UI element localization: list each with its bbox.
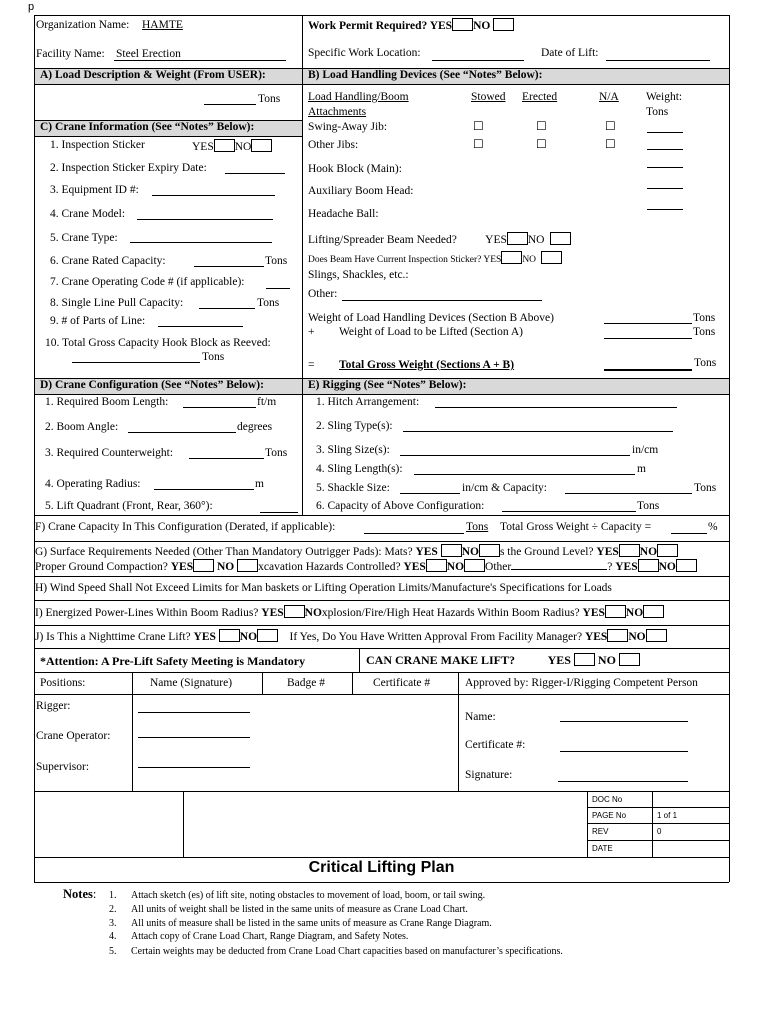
docblock-col-1 (183, 791, 184, 857)
g-level-yes-label: YES (596, 546, 619, 558)
e-item-5-unit: Tons (694, 482, 717, 494)
note-4-num: 4. (109, 931, 117, 942)
section-b-title: B) Load Handling Devices (See “Notes” Below): (308, 69, 543, 81)
g-mats-no-box[interactable] (479, 544, 500, 557)
can-lift-no-box[interactable] (619, 653, 640, 666)
e-item-2-field[interactable] (403, 431, 673, 432)
section-g-line-2 (35, 559, 697, 573)
signoff-col-2 (262, 672, 263, 694)
beam-no-label: NO (527, 234, 545, 246)
weight-load-unit: Tons (693, 326, 716, 338)
rule-g-top (34, 541, 729, 542)
location-field[interactable] (432, 60, 524, 61)
col-na: N/A (599, 91, 619, 103)
i-powerlines-label: I) Energized Power-Lines Within Boom Radius? (35, 607, 259, 619)
j-night-yes-box[interactable] (219, 629, 240, 642)
d-item-1-field[interactable] (183, 407, 256, 408)
col-positions: Positions: (40, 677, 86, 689)
i-hazards-no-box[interactable] (643, 605, 664, 618)
swing-jib-na-checkbox[interactable]: ☐ (605, 119, 616, 133)
load-weight-unit: Tons (258, 93, 281, 105)
c-item-9-field[interactable] (158, 326, 243, 327)
j-night-label: J) Is This a Nighttime Crane Lift? (35, 631, 191, 643)
section-f-percent: % (708, 521, 718, 533)
c-item-10-unit: Tons (202, 351, 225, 363)
j-night-no-label: NO (239, 631, 258, 643)
rule-signoff-bottom (34, 791, 729, 792)
c-item-6-unit: Tons (265, 255, 288, 267)
rule-d-bottom (34, 394, 729, 395)
weight-devices-field[interactable] (604, 323, 692, 324)
section-f-text: F) Crane Capacity In This Configuration (Derated, if applicable): (35, 521, 336, 533)
signoff-col-3 (352, 672, 353, 694)
c-item-8-field[interactable] (199, 308, 255, 309)
c-sticker-yn (192, 139, 272, 153)
row-headache-ball: Headache Ball: (308, 208, 379, 220)
d-item-2-label: 2. Boom Angle: (45, 421, 119, 433)
d-item-4-field[interactable] (154, 489, 254, 490)
approver-cert-label: Certificate #: (465, 739, 526, 751)
rule-attention-top (34, 648, 729, 649)
d-item-3-field[interactable] (189, 458, 264, 459)
c-item-6-label: 6. Crane Rated Capacity: (50, 255, 166, 267)
col-certificate: Certificate # (373, 677, 431, 689)
signoff-col-1 (132, 672, 133, 791)
beam-yes-label: YES (485, 234, 507, 246)
rule-c-bottom (34, 136, 302, 137)
note-3-text: All units of measure shall be listed in the same units of measure as Crane Range Diagram. (131, 918, 492, 929)
e-item-5-label: 5. Shackle Size: (316, 482, 390, 494)
e-item-1-label: 1. Hitch Arrangement: (316, 396, 420, 408)
c-item-5-field[interactable] (130, 242, 272, 243)
e-item-5-capacity-label: in/cm & Capacity: (462, 482, 547, 494)
role-rigger: Rigger: (36, 700, 71, 712)
e-item-2-label: 2. Sling Type(s): (316, 420, 393, 432)
g-excavation-yes-box[interactable] (426, 559, 447, 572)
c-item-6-field[interactable] (194, 266, 264, 267)
frame-right (729, 15, 730, 882)
e-item-1-field[interactable] (435, 407, 677, 408)
g-ground-level-label: s the Ground Level? (499, 546, 594, 558)
load-weight-field[interactable] (204, 104, 256, 105)
c-item-3-label: 3. Equipment ID #: (50, 184, 139, 196)
beam-sticker-label: Does Beam Have Current Inspection Sticker? (308, 255, 482, 265)
g-level-no-label: NO (639, 546, 658, 558)
docblock-row-3 (587, 840, 729, 841)
g-other-yes-label: YES (615, 561, 638, 573)
section-a-title: A) Load Description & Weight (From USER): (40, 69, 266, 81)
other-jibs-erected-checkbox[interactable]: ☐ (536, 137, 547, 151)
c-item-7-label: 7. Crane Operating Code # (if applicable): (50, 276, 245, 288)
beam-sticker (308, 251, 562, 265)
rule-a-bottom (34, 84, 729, 85)
permit-no-label: NO (473, 20, 491, 32)
rule-signoff-header (34, 694, 729, 695)
facility-value[interactable]: Steel Erection (116, 48, 181, 60)
e-item-4-field[interactable] (414, 474, 635, 475)
rule-h-top (34, 576, 729, 577)
c-sticker-yes-label: YES (192, 141, 214, 153)
section-f-capacity-field[interactable] (364, 533, 464, 534)
sticker-yes-box[interactable] (501, 251, 522, 264)
approver-signature-label: Signature: (465, 769, 513, 781)
beam-needed-label: Lifting/Spreader Beam Needed? (308, 234, 457, 246)
permit-yes-box[interactable] (452, 18, 473, 31)
g-other-yes-box[interactable] (638, 559, 659, 572)
j-approval-yes-label: YES (584, 631, 608, 643)
e-item-3-label: 3. Sling Size(s): (316, 444, 390, 456)
g-compaction-no-box[interactable] (237, 559, 258, 572)
frame-bottom (34, 882, 729, 883)
c-sticker-no-label: NO (234, 141, 252, 153)
equals-sign: = (308, 359, 315, 371)
page-no-label: PAGE No (592, 811, 627, 820)
approver-name-field[interactable] (560, 721, 688, 722)
g-mats-yes-box[interactable] (441, 544, 462, 557)
rule-i-top (34, 600, 729, 601)
note-1-num: 1. (109, 890, 117, 901)
g-level-no-box[interactable] (657, 544, 678, 557)
g-excavation-yes-label: YES (403, 561, 426, 573)
e-item-5-size-field[interactable] (400, 493, 460, 494)
c-item-10-field[interactable] (72, 362, 200, 363)
beam-no-box[interactable] (550, 232, 571, 245)
c-item-2-field[interactable] (225, 173, 285, 174)
c-sticker-yes-box[interactable] (214, 139, 235, 152)
docblock-col-2 (587, 791, 588, 857)
section-h-text: H) Wind Speed Shall Not Exceed Limits for Man baskets or Lifting Operation Limits/Manufacture's Specifications for Loads (35, 582, 612, 594)
date-field[interactable] (606, 60, 710, 61)
docblock-row-1 (587, 807, 729, 808)
permit-yes-label: YES (429, 20, 453, 32)
beam-needed (308, 232, 571, 246)
section-i (35, 605, 664, 619)
g-excavation-no-box[interactable] (464, 559, 485, 572)
approver-name-label: Name: (465, 711, 496, 723)
docblock-row-2 (587, 823, 729, 824)
note-5-text: Certain weights may be deducted from Crane Load Chart capacities based on manufacturer’s specifications. (131, 946, 563, 957)
section-f-tons: Tons (466, 521, 489, 533)
j-night-yes-label: YES (193, 631, 216, 643)
d-item-5-label: 5. Lift Quadrant (Front, Rear, 360°): (45, 500, 213, 512)
org-label: Organization Name: (36, 19, 130, 31)
can-lift-no-label: NO (597, 653, 616, 667)
g-other-no-label: NO (658, 561, 676, 573)
location-label: Specific Work Location: (308, 47, 421, 59)
g-level-yes-box[interactable] (619, 544, 640, 557)
section-f-ratio-label: Total Gross Weight ÷ Capacity = (500, 521, 652, 533)
g-excavation-label: xcavation Hazards Controlled? (258, 561, 401, 573)
d-item-1-unit: ft/m (257, 396, 277, 408)
col-weight-1: Weight: (646, 91, 683, 103)
row-aux-boom: Auxiliary Boom Head: (308, 185, 414, 197)
hook-block-weight-field[interactable] (647, 167, 683, 168)
g-compaction-label: Proper Ground Compaction? (35, 561, 168, 573)
c-item-1-label: 1. Inspection Sticker (50, 139, 145, 151)
facility-label: Facility Name: (36, 48, 105, 60)
col-attach-1: Load Handling/Boom (308, 91, 409, 103)
c-item-4-field[interactable] (137, 219, 273, 220)
c-item-8-unit: Tons (257, 297, 280, 309)
other-field[interactable] (342, 300, 542, 301)
org-value[interactable]: HAMTE (142, 19, 183, 31)
j-approval-no-box[interactable] (646, 629, 667, 642)
e-item-5-capacity-field[interactable] (565, 493, 692, 494)
rev-label: REV (592, 827, 609, 836)
g-compaction-yes-label: YES (170, 561, 194, 573)
e-item-3-field[interactable] (400, 455, 630, 456)
g-other-label: Other (485, 561, 512, 573)
document-title: Critical Lifting Plan (308, 859, 455, 876)
i-hazards-yes-label: YES (582, 607, 605, 619)
d-item-3-unit: Tons (265, 447, 288, 459)
d-item-1-label: 1. Required Boom Length: (45, 396, 169, 408)
note-4-text: Attach copy of Crane Load Chart, Range Diagram, and Safety Notes. (131, 931, 409, 942)
c-item-9-label: 9. # of Parts of Line: (50, 315, 146, 327)
d-item-3-label: 3. Required Counterweight: (45, 447, 174, 459)
weight-devices-label: Weight of Load Handling Devices (Section B Above) (308, 312, 554, 324)
row-other-jibs: Other Jibs: (308, 139, 359, 151)
swing-jib-weight-field[interactable] (647, 132, 683, 133)
other-jibs-na-checkbox[interactable]: ☐ (605, 137, 616, 151)
sticker-no-box[interactable] (541, 251, 562, 264)
c-item-10-label: 10. Total Gross Capacity Hook Block as Reeved: (45, 337, 271, 349)
section-d-title: D) Crane Configuration (See “Notes” Below): (40, 379, 264, 391)
can-lift (366, 653, 640, 668)
date-label: Date of Lift: (541, 47, 599, 59)
frame-left (34, 15, 35, 882)
d-item-2-unit: degrees (237, 421, 273, 433)
j-night-no-box[interactable] (257, 629, 278, 642)
g-compaction-no-label: NO (217, 561, 235, 573)
note-2-num: 2. (109, 904, 117, 915)
col-stowed: Stowed (471, 91, 506, 103)
corner-mark: p (28, 1, 35, 13)
weight-devices-unit: Tons (693, 312, 716, 324)
rule-title-top (34, 857, 729, 858)
attention-divider (359, 648, 360, 672)
doc-no-label: DOC No (592, 795, 623, 804)
operator-signature-field[interactable] (138, 737, 250, 738)
other-jibs-weight-field[interactable] (647, 149, 683, 150)
beam-yes-box[interactable] (507, 232, 528, 245)
row-swing-jib: Swing-Away Jib: (308, 121, 388, 133)
section-j (35, 629, 667, 643)
g-compaction-yes-box[interactable] (193, 559, 214, 572)
date-label-doc: DATE (592, 844, 613, 853)
d-item-4-unit: m (255, 478, 264, 490)
c-item-3-field[interactable] (152, 195, 275, 196)
weight-load-field[interactable] (604, 338, 692, 339)
docblock-col-3 (652, 791, 653, 857)
j-approval-no-label: NO (628, 631, 646, 643)
g-mats-label: G) Surface Requirements Needed (Other Than Mandatory Outrigger Pads): Mats? (35, 546, 413, 558)
note-5-num: 5. (109, 946, 117, 957)
total-gross-unit: Tons (694, 357, 717, 369)
d-item-4-label: 4. Operating Radius: (45, 478, 141, 490)
e-item-4-label: 4. Sling Length(s): (316, 463, 403, 475)
i-powerlines-yes-label: YES (261, 607, 284, 619)
signoff-col-4 (458, 672, 459, 791)
i-hazards-no-label: NO (625, 607, 644, 619)
i-hazards-label: xplosion/Fire/High Heat Hazards Within Boom Radius? (321, 607, 580, 619)
supervisor-signature-field[interactable] (138, 767, 250, 768)
role-supervisor: Supervisor: (36, 761, 90, 773)
e-item-3-unit: in/cm (632, 444, 659, 456)
section-e-title: E) Rigging (See “Notes” Below): (308, 379, 467, 391)
role-crane-operator: Crane Operator: (36, 730, 111, 742)
other-jibs-stowed-checkbox[interactable]: ☐ (473, 137, 484, 151)
note-1-text: Attach sketch (es) of lift site, noting obstacles to movement of load, boom, or tail swing. (131, 890, 486, 901)
slings-label: Slings, Shackles, etc.: (308, 269, 409, 281)
e-item-6-unit: Tons (637, 500, 660, 512)
notes-colon: : (92, 887, 97, 901)
e-item-6-field[interactable] (502, 511, 636, 512)
facility-line (114, 60, 286, 61)
total-gross-field[interactable] (604, 369, 692, 371)
c-item-8-label: 8. Single Line Pull Capacity: (50, 297, 184, 309)
sticker-no-label: NO (522, 255, 537, 265)
col-name-signature: Name (Signature) (150, 677, 233, 689)
swing-jib-erected-checkbox[interactable]: ☐ (536, 119, 547, 133)
section-g-line-1 (35, 544, 678, 558)
col-badge: Badge # (287, 677, 326, 689)
frame-top (34, 15, 729, 16)
g-mats-no-label: NO (461, 546, 479, 558)
approver-cert-field[interactable] (560, 751, 688, 752)
g-excavation-no-label: NO (446, 561, 465, 573)
note-2-text: All units of weight shall be listed in the same units of measure as Crane Load Chart. (131, 904, 468, 915)
c-item-5-label: 5. Crane Type: (50, 232, 118, 244)
notes-heading (63, 887, 96, 902)
g-mats-yes-label: YES (415, 546, 438, 558)
c-item-2-label: 2. Inspection Sticker Expiry Date: (50, 162, 207, 174)
can-lift-label: CAN CRANE MAKE LIFT? (366, 653, 516, 667)
rigger-signature-field[interactable] (138, 712, 250, 713)
approver-signature-field[interactable] (558, 781, 688, 782)
weight-load-label: Weight of Load to be Lifted (Section A) (339, 326, 523, 338)
col-attach-2: Attachments (308, 106, 367, 118)
j-approval-yes-box[interactable] (607, 629, 628, 642)
other-label: Other: (308, 288, 338, 300)
note-3-num: 3. (109, 918, 117, 929)
plus-sign: + (308, 326, 315, 338)
i-powerlines-yes-box[interactable] (284, 605, 305, 618)
rule-signoff-top (34, 672, 729, 673)
c-item-7-field[interactable] (266, 288, 290, 289)
c-item-4-label: 4. Crane Model: (50, 208, 126, 220)
permit-required (308, 18, 514, 32)
attention-text: *Attention: A Pre-Lift Safety Meeting is Mandatory (40, 654, 306, 668)
i-hazards-yes-box[interactable] (605, 605, 626, 618)
rule-j-top (34, 625, 729, 626)
d-item-5-field[interactable] (260, 512, 298, 513)
g-other-q: ? (607, 561, 613, 573)
g-other-field[interactable] (511, 559, 607, 570)
sticker-yes-label: YES (483, 255, 502, 265)
aux-boom-weight-field[interactable] (647, 188, 683, 189)
e-item-6-label: 6. Capacity of Above Configuration: (316, 500, 485, 512)
i-powerlines-no-label: NO (304, 607, 322, 619)
section-c-title: C) Crane Information (See “Notes” Below): (40, 121, 255, 133)
e-item-4-unit: m (637, 463, 646, 475)
rule-f-top (34, 515, 729, 516)
permit-no-box[interactable] (493, 18, 514, 31)
j-approval-label: If Yes, Do You Have Written Approval From Facility Manager? (289, 631, 583, 643)
swing-jib-stowed-checkbox[interactable]: ☐ (473, 119, 484, 133)
row-hook-block: Hook Block (Main): (308, 163, 402, 175)
center-divider (302, 15, 303, 515)
can-lift-yes-box[interactable] (574, 653, 595, 666)
col-weight-2: Tons (646, 106, 669, 118)
g-other-no-box[interactable] (676, 559, 697, 572)
page-no-value: 1 of 1 (657, 811, 678, 820)
permit-label: Work Permit Required? (308, 20, 428, 32)
c-sticker-no-box[interactable] (251, 139, 272, 152)
d-item-2-field[interactable] (128, 432, 236, 433)
headache-ball-weight-field[interactable] (647, 209, 683, 210)
notes-label: Notes (63, 887, 93, 901)
rev-value: 0 (657, 827, 662, 836)
section-f-ratio-field[interactable] (671, 533, 707, 534)
col-erected: Erected (522, 91, 558, 103)
can-lift-yes-label: YES (547, 653, 571, 667)
total-gross-label: Total Gross Weight (Sections A + B) (339, 359, 515, 371)
col-approved-by: Approved by: Rigger-I/Rigging Competent Person (465, 677, 698, 689)
